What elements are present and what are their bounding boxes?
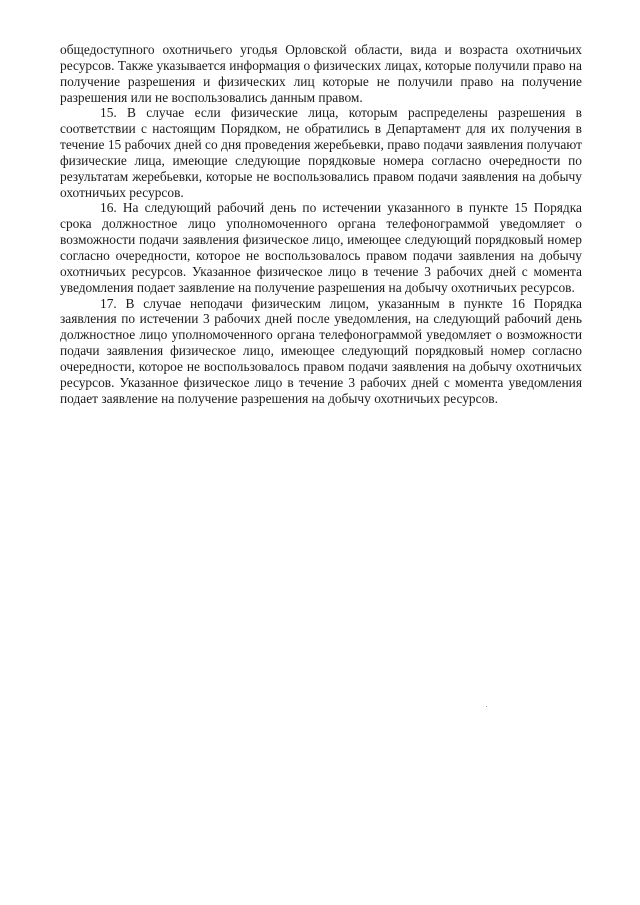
document-body — [60, 42, 582, 406]
paragraph-continuation: общедоступного охотничьего угодья Орловской области, вида и возраста охотничьих ресурсов. Также указывается информация о физических лицах, которые получили право на получение разрешения и физических лиц которые не получили право на получение разрешения или не воспользовались данным правом. — [60, 42, 582, 105]
paragraph-15: 15. В случае если физические лица, которым распределены разрешения в соответствии с настоящим Порядком, не обратились в Департамент для их получения в течение 15 рабочих дней со дня проведения жеребьевки, право подачи заявления получают физические лица, имеющие следующие порядковые номера согласно очередности по результатам жеребьевки, которые не воспользовались правом подачи заявления на добычу охотничьих ресурсов. — [60, 105, 582, 200]
paragraph-17: 17. В случае неподачи физическим лицом, указанным в пункте 16 Порядка заявления по истечении 3 рабочих дней после уведомления, на следующий рабочий день должностное лицо уполномоченного органа телефонограммой уведомляет о возможности подачи заявления физическое лицо, имеющее следующий порядковый номер согласно очередности, которое не воспользовалось правом подачи заявления на добычу охотничьих ресурсов. Указанное физическое лицо в течение 3 рабочих дней с момента уведомления подает заявление на получение разрешения на добычу охотничьих ресурсов. — [60, 295, 582, 406]
scan-speck — [486, 706, 487, 707]
paragraph-16: 16. На следующий рабочий день по истечении указанного в пункте 15 Порядка срока должностное лицо уполномоченного органа телефонограммой уведомляет о возможности подачи заявления физическое лицо, имеющее следующий порядковый номер согласно очередности, которое не воспользовалось правом подачи заявления на добычу охотничьих ресурсов. Указанное физическое лицо в течение 3 рабочих дней с момента уведомления подает заявление на получение разрешения на добычу охотничьих ресурсов. — [60, 200, 582, 295]
